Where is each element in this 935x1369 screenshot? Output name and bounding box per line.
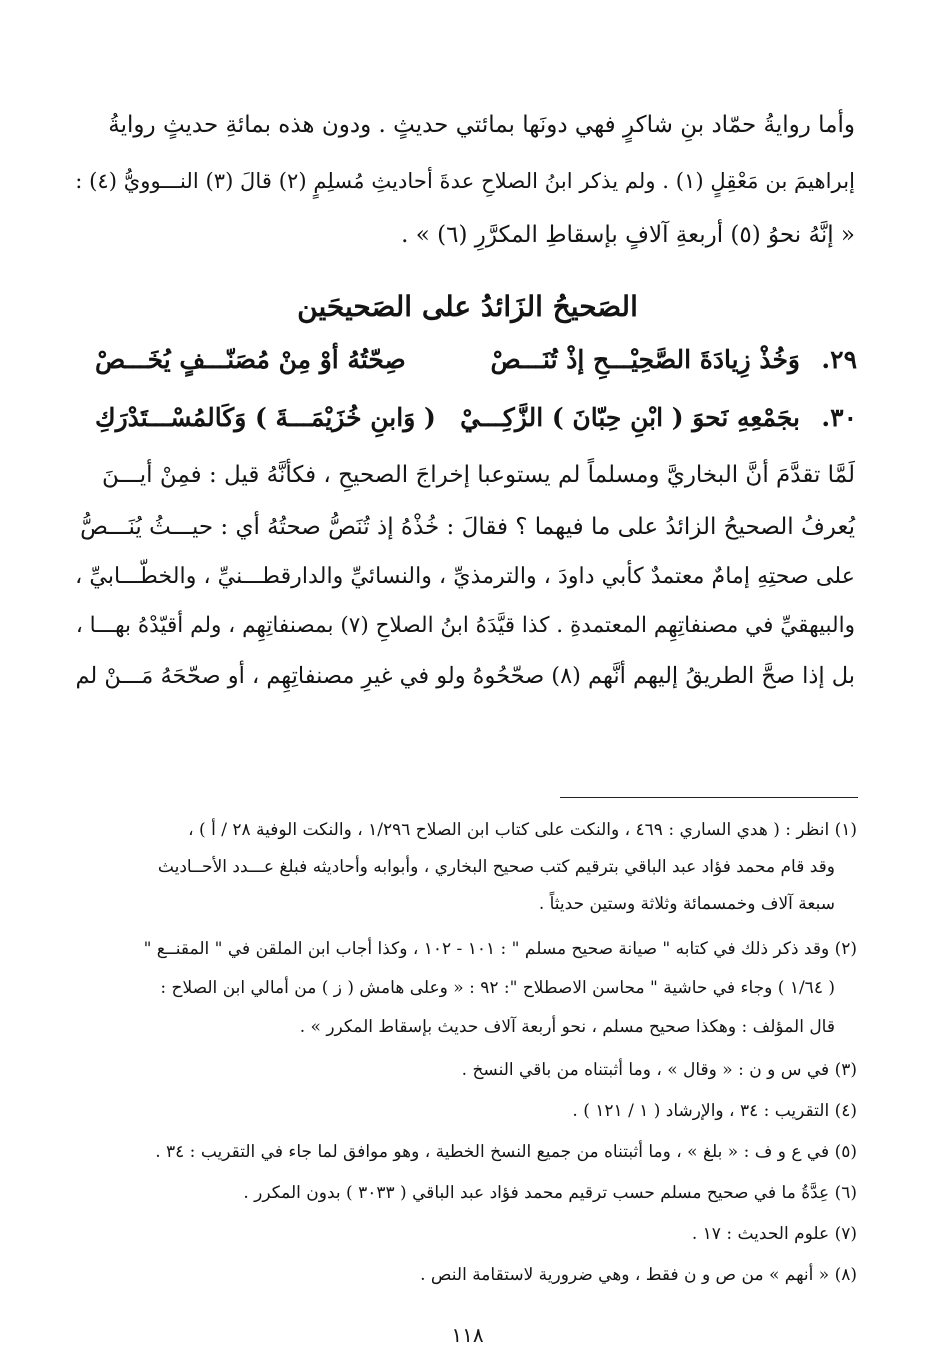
- commentary-line: والبيهقيِّ في مصنفاتِهِم المعتمدةِ . كذا قيَّدَهُ ابنُ الصلاحِ (٧) بمصنفاتِهِم ، ولم أقيّدْهُ بهـــا ،: [75, 613, 855, 638]
- verse-hemistich-first: وَخُذْ زِيادَةَ الصَّحِيْـــحِ إذْ تُنَـــصْ: [490, 345, 800, 374]
- verse-number: ٢٩.: [821, 345, 857, 374]
- footnote-line: (٢) وقد ذكر ذلك في كتابه " صيانة صحيح مسلم " : ١٠١ - ١٠٢ ، وكذا أجاب ابن الملقن في " المقنــع ": [143, 939, 857, 959]
- footnote-line: قال المؤلف : وهكذا صحيح مسلم ، نحو أربعة آلاف حديث بإسقاط المكرر » .: [299, 1017, 835, 1037]
- commentary-line: على صحتِهِ إمامٌ معتمدٌ كأبي داودَ ، والترمذيِّ ، والنسائيِّ والدارقطـــنيِّ ، والخطّـــابيِّ ،: [75, 563, 855, 589]
- verse-number: ٣٠.: [821, 403, 857, 432]
- footnote-line: ( ١/٦٤ ) وجاء في حاشية " محاسن الاصطلاح ": ٩٢ : « وعلى هامش ( ز ) من أمالي ابن الصلاح :: [160, 978, 835, 998]
- footnote-separator: [560, 797, 858, 798]
- commentary-line: بل إذا صحَّ الطريقُ إليهم أنَّهم (٨) صحّحُوهُ ولو في غيرِ مصنفاتِهِم ، أو صحّحَهُ مَـــنْ لم: [75, 663, 855, 689]
- verse-hemistich-first: بجَمْعِهِ نَحوَ ( ابْنِ حِبّانَ ) الزَّكِـــيْ: [460, 403, 800, 432]
- commentary-line: يُعرفُ الصحيحُ الزائدُ على ما فيهما ؟ فقالَ : خُذْهُ إذ تُنَصُّ صحتُهُ أي : حيـــثُ يُنَـــصُّ: [80, 514, 855, 540]
- footnote-line: سبعة آلاف وخمسمائة وثلاثة وستين حديثاً .: [538, 894, 835, 914]
- footnote-line: (٥) في ع و ف : « بلغ » ، وما أثبتناه من جميع النسخ الخطية ، وهو موافق لما جاء في التقريب : ٣٤ .: [155, 1142, 857, 1162]
- page-number: ١١٨: [451, 1323, 484, 1347]
- footnote-line: وقد قام محمد فؤاد عبد الباقي بترقيم كتب صحيح البخاري ، وأبوابه وأحاديثه فبلغ عـــدد الأحــاديث: [157, 857, 835, 877]
- footnote-line: (٨) « أنهم » من ص و ن فقط ، وهي ضرورية لاستقامة النص .: [420, 1265, 857, 1285]
- footnote-line: (٧) علوم الحديث : ١٧ .: [691, 1224, 857, 1244]
- section-heading: الصَحيحُ الزَائدُ على الصَحيحَين: [297, 290, 638, 323]
- verse-hemistich-second: ( وَابنِ خُزَيْمَـــةَ ) وَكَالمُسْـــتَدْرَكِ: [95, 403, 436, 432]
- footnote-line: (٦) عِدَّةُ ما في صحيح مسلم حسب ترقيم محمد فؤاد عبد الباقي ( ٣٠٣٣ ) بدون المكرر .: [243, 1183, 857, 1203]
- intro-line: إبراهيمَ بن مَعْقِلٍ (١) . ولم يذكر ابنُ الصلاحِ عدةَ أحاديثِ مُسلِمٍ (٢) قالَ (٣) النـــوويُّ (٤) :: [75, 168, 855, 193]
- footnote-line: (١) انظر : ( هدي الساري : ٤٦٩ ، والنكت على كتاب ابن الصلاح ١/٢٩٦ ، والنكت الوفية ٢٨ / أ ) ،: [188, 820, 857, 840]
- verse-hemistich-second: صِحّتُهُ أوْ مِنْ مُصَنّـــفٍ يُخَـــصْ: [95, 345, 406, 374]
- footnote-line: (٣) في س و ن : « وقال » ، وما أثبتناه من باقي النسخ .: [461, 1060, 857, 1080]
- intro-line: وأما روايةُ حمّاد بنِ شاكرٍ فهي دونَها بمائتي حديثٍ . ودون هذه بمائةِ حديثٍ روايةُ: [108, 112, 855, 138]
- commentary-line: لَمَّا تقدَّمَ أنَّ البخاريَّ ومسلماً لم يستوعبا إخراجَ الصحيحِ ، فكأنَّهُ قيل : فمِنْ أيـــنَ: [102, 462, 855, 488]
- intro-line: « إنَّهُ نحوُ (٥) أربعةِ آلافٍ بإسقاطِ المكرَّرِ (٦) » .: [401, 222, 855, 248]
- footnote-line: (٤) التقريب : ٣٤ ، والإرشاد ( ١ / ١٢١ ) .: [572, 1101, 857, 1121]
